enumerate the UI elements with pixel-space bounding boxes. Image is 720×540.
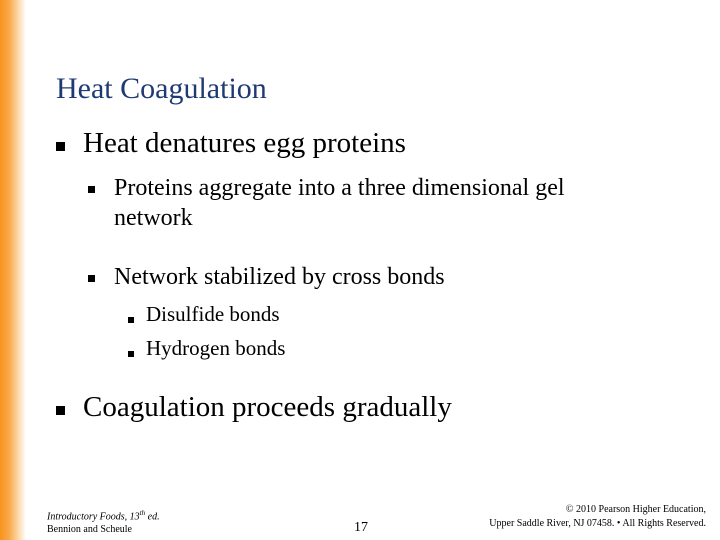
book-authors: Bennion and Scheule <box>47 524 132 536</box>
bullet-marker <box>128 351 134 357</box>
footer-citation <box>47 507 160 536</box>
bullet-network-stabilized: Network stabilized by cross bonds <box>114 264 445 290</box>
bullet-marker <box>88 186 95 193</box>
bullet-marker <box>56 406 65 415</box>
decorative-side-bar <box>0 0 26 540</box>
bullet-line: network <box>114 205 193 231</box>
bullet-proteins-aggregate <box>114 173 565 233</box>
bullet-marker <box>88 275 95 282</box>
bullet-hydrogen-bonds: Hydrogen bonds <box>146 336 286 360</box>
bullet-heat-denatures: Heat denatures egg proteins <box>83 127 406 159</box>
bullet-line: Proteins aggregate into a three dimensional gel <box>114 175 565 201</box>
copyright-line: © 2010 Pearson Higher Education, <box>565 504 706 515</box>
book-title: Introductory Foods, 13th ed. <box>47 509 160 523</box>
bullet-marker <box>56 142 65 151</box>
copyright-line: Upper Saddle River, NJ 07458. • All Rights Reserved. <box>489 518 706 529</box>
page-number: 17 <box>354 520 368 535</box>
bullet-disulfide-bonds: Disulfide bonds <box>146 302 280 326</box>
bullet-coagulation-gradual: Coagulation proceeds gradually <box>83 391 452 423</box>
copyright-notice <box>489 503 706 531</box>
slide-title: Heat Coagulation <box>56 72 267 105</box>
bullet-marker <box>128 317 134 323</box>
